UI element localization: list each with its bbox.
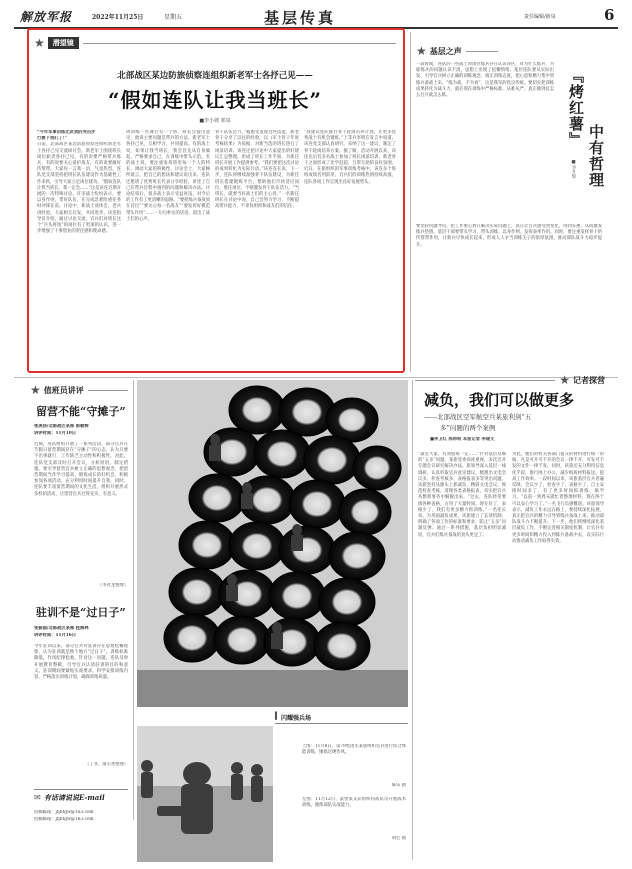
star-icon: ★ bbox=[559, 373, 570, 387]
featured-col1-lead2: 行赛下我们了!” bbox=[37, 136, 68, 142]
star-icon: ★ bbox=[30, 383, 41, 397]
tire-wall-illustration bbox=[137, 380, 408, 707]
reporter-subhead: ——北部战区空军航空兵某旅利剑“五 bbox=[424, 413, 532, 421]
star-icon: ★ bbox=[416, 44, 427, 58]
reporter-byline: ■李卫红 陈帅锐 本报记者 李建文 bbox=[430, 437, 495, 442]
grassroots-voice-bar bbox=[416, 44, 498, 58]
featured-kicker: 北部战区某边防旅侦察连组织新老军士各抒己见—— bbox=[117, 71, 313, 81]
forum-item2-sign: （丁亚、南宗尧整理） bbox=[85, 762, 128, 767]
star-icon: ★ bbox=[34, 36, 45, 50]
featured-col-3: 骨干队伍活力。”据悉受发现这些技能，新老骨干分享了以往的经验，以《军士骨干年度考核结果》为依据，对新当选的班长进行了岗前培训。该连还把讨论中大家提出的好建议汇总整理，形成了班长工作手册，为新任班长开展工作提供参考。“我们要把这次讨论的成果转化为实际行动。”该连连长说，下一步，连队将继续加强骨干队伍建设，为新任班长搭建锻炼平台，帮助他们尽快适应岗位、胜任岗位，不断激发骨干队伍活力。“当班长，就要当好战士们的主心骨。”一名新任班长在讨论中说，自己会努力学习，不断提高带兵能力，不辜负组织和战友们的信任。 bbox=[215, 130, 299, 210]
reporter-col-1: “最近大家，有效值班一定……”针对基层反映的“五多”问题，某旅党委高度重视，多次召开专题会议研究解决办法。旅领导深入基层一线调研，认真听取官兵意见建议，梳理出文电会议多、检查考核多、表格报表多等突出问题。该旅坚持从源头上抓减负，精简文电会议，规范检查考核，清理各类表格报表，切实把官兵从繁琐事务中解脱出来。“过去，连队经常要填各种表格，占用了大量时间。现在好了，表格少了，我们有更多精力抓训练。”一名连长说。为巩固减负成果，该旅建立了长效机制，明确了各项工作的标准和要求，防止“五多”问题反弹。通过一系列措施，基层负担明显减轻，官兵们练兵备战的劲头更足了。 bbox=[418, 452, 506, 538]
reporter-label: 记者探营 bbox=[573, 374, 605, 385]
forum-item1-sign: （李君龙整理） bbox=[97, 583, 128, 588]
featured-col1-body: 日前，北部战区某边防旅侦察连组织新老军士各抒己见交流研讨会。新老军士围绕班长岗位职责各抒己见，有的说要严格带兵练兵，有的说要关心爱护战友，有的说要做好传帮带。大家你一言我一语，气氛热烈。连队党支部坚持把班长队伍建设作为基础性工作来抓，引导大家立足岗位建功。“假如连队让我当班长，我一定会……”这是该连近期开展的一次特殊讨论。许多战士纷纷表示，要以身作则，带好队伍，在完成急难险重任务时冲锋在前。讨论中，新战士谈体会，老兵讲经验，大家相互启发，共同进步。该连指导员介绍，通过讨论交流，官兵们对班长这个“兵头将尾”的岗位有了更深的认识，进一步增强了干事创业的责任感和使命感。 bbox=[37, 142, 121, 235]
forum-bar bbox=[30, 383, 128, 397]
featured-byline: ■李小坡 邓泉 bbox=[199, 118, 231, 124]
grassroots-voice-label: 基层之声 bbox=[429, 45, 462, 56]
forum-item2-meta2: 讲评时间：11月16日 bbox=[34, 633, 77, 638]
masthead bbox=[14, 6, 618, 28]
page-number: 6 bbox=[604, 6, 615, 24]
column-divider bbox=[133, 380, 134, 820]
email-icon: ✉ bbox=[34, 793, 41, 802]
forum-item1-body: 近期，连队组织开展了一系列活动，部分官兵在节假日留营期间存在“守摊子”的心态，认为只要不出事就行，工作缺乏主动性和积极性。对此，连队党支部及时召开会议，分析原因，制定措施。要引导留营官兵树立正确的思想观念，把留营期间当作学习提高、锻炼成长的好机会，积极参加各项活动，充分利用时间提升自我。同时，连队要丰富留营期间的文化生活，组织开展形式多样的活动，让留营官兵过得充实、有意义。 bbox=[34, 442, 128, 497]
issue-weekday: 星期五 bbox=[164, 14, 183, 21]
email-label: 有话请说说E-mail bbox=[44, 793, 105, 802]
photo-caption-bar bbox=[275, 712, 408, 724]
featured-column-bar bbox=[34, 36, 396, 50]
flag-icon: ▍ bbox=[275, 712, 281, 720]
issue-date: 2022年11月25日 bbox=[92, 14, 144, 21]
featured-col-2: 周训练一些课目有一个班，班长会提出意见，他说主要问题是带兵的方法。新老军士各抒己见，互相学习，共同提高。有的战士说，如果让我当班长，我会首先从自身做起，严格要求自己，在训练中带头示范。有的战士说，要注重发挥班里每一个人的特长，调动大家的积极性。讨论会上，大家畅所欲言，把自己的想法和建议说出来。连队还邀请了优秀班长代表分享经验，讲述了自己在带兵过程中遇到的问题和解决办法。讨论结束后，很多战士表示受益匪浅，对今后的工作有了更清晰的思路。“要把练兵备战放在首位”“要关心每一名战友”“要发挥好模范带头作用”……一句句朴实的话语，道出了战士们的心声。 bbox=[126, 130, 210, 222]
side-author: ■李升辉 bbox=[571, 160, 576, 179]
forum-item1-meta: 张美扬/北部战区某部 郭朝辉 bbox=[34, 424, 89, 429]
featured-col1-lead: “今年军事训练比武我的突击步 bbox=[37, 130, 96, 135]
featured-col-4: “我建议连队推行骨干轮岗培养计划，让更多优秀战士有机会锻炼。”上等兵李明在发言中说道。该连党支部认真研究，采纳了这一建议，制定了骨干轮岗培养方案。据了解，活动开展以来，该连先后有多名战士参加了班长岗前培训，新老骨干之间形成了比学赶超、互帮互助的良好氛围。近日，在旅组织的军事训练考核中，该连多个班组成绩名列前茅，官兵们的训练热情持续高涨，连队各项工作呈现出良好发展势头。 bbox=[304, 130, 396, 185]
photo-caption-label: 闪耀强兵场 bbox=[281, 715, 312, 722]
side-title-vertical bbox=[562, 68, 606, 218]
side-title-2: 中有哲理 bbox=[587, 124, 605, 188]
photo-caption-1: 上图：11月8日，第79集团军某旅组织官兵进行综合体能训练，锤炼过硬作风。 bbox=[302, 744, 406, 756]
photo-caption-1-sign: 陈乐 摄 bbox=[391, 783, 406, 788]
side-title-1: 『烤红薯』 bbox=[567, 68, 585, 148]
photo-caption-2: 左图：11月12日，武警某支队组织特战队员开展战术训练，锤炼部队实战能力。 bbox=[302, 797, 406, 809]
reporter-subhead-2: 多”问题的两个案例 bbox=[440, 424, 496, 432]
forum-item2-title: 驻训不是“过日子” bbox=[36, 606, 126, 619]
soldiers-illustration bbox=[137, 726, 273, 862]
column-divider bbox=[410, 32, 411, 372]
grassroots-voice-body-2: 要坚持问题导向，把工作重心放在解决实际问题上，真正让官兵感受到变化、得到实惠，从而激发练兵热情。基层干部要带头学习、带头训练，以身作则，发挥表率作用。同时，要注重发挥骨干的传帮带作用，让新兵尽快成长起来，形成人人争当训练尖子的浓厚氛围，推动部队战斗力稳步提升。 bbox=[416, 224, 602, 248]
featured-col-1 bbox=[37, 130, 121, 366]
email-banner bbox=[34, 789, 128, 805]
training-photo-bottom bbox=[137, 726, 273, 862]
column-label-box: 潜望镜 bbox=[48, 37, 79, 49]
forum-item1-meta2: 讲评时间：11月10日 bbox=[34, 431, 77, 436]
featured-headline: “假如连队让我当班长” bbox=[107, 88, 322, 112]
section-title: 基层传真 bbox=[264, 9, 337, 27]
reporter-bar bbox=[415, 373, 605, 387]
forum-item2-meta: 张振国/北部战区某部 桂海林 bbox=[34, 626, 89, 631]
column-divider bbox=[412, 380, 413, 860]
grassroots-voice-body: 一段时间，连队的一些战士对岗位练兵存在认识误区，对为什么练兵、为谁练兵的问题认识不清，思想上出现了松懈情绪。基层连队要从实际出发，引导官兵树立正确的训练观念，端正训练态度，把心思和精力集中到练兵备战上来。“练为战，不为看”，这是我军的优良传统。要切实把训练成果转化为战斗力，就必须在训练中严格标准，从难从严，真正做到仗怎么打兵就怎么练。 bbox=[416, 62, 554, 99]
forum-item2-body: 今年驻训以来，部分官兵对驻训存在思想松懈现象，认为驻训就是换个地方“过日子”，训练标准降低，作风纪律松弛。针对这一问题，连队及时开展教育整顿，引导官兵认清驻训的目的和意义。驻训期间要紧贴实战要求，科学安排训练内容，严格落实训练计划，确保训练质量。 bbox=[34, 644, 128, 681]
email-line-1: 投稿邮箱：jfjbtgw@163.com bbox=[34, 810, 94, 815]
training-photo-top bbox=[137, 380, 408, 707]
newspaper-logo: 解放军报 bbox=[20, 10, 73, 24]
reporter-col-2: 为此，他们对机关各部门提交的材料进行统一审核，凡是可开可不开的会议一律不开，可发可不发的文件一律不发。同时，该旅还充分利用信息化手段，推行网上办公，减少纸质材料报送，提高工作效率。一段时间以来，该旅基层官兵普遍反映，会议少了，检查少了，表格少了，自主安排时间多了，有了更多时间抓训练、搞学习。“以前一到周末就忙着整理材料，现在终于可以安心学习了。”一名飞行员感慨道。该旅领导表示，减负工作永远在路上，要持续深化拓展，真正把官兵的精力引导到练兵备战上来，推动部队战斗力不断提升。下一步，他们将继续深化基层减负工作，不断完善相关制度机制，让官兵有更多时间和精力投入到练兵备战中去，以实际行动推动减负工作取得实效。 bbox=[512, 452, 604, 544]
email-line-2: 投稿邮箱：jfjbtgw@163.com bbox=[34, 817, 94, 822]
page-editor: 责任编辑/薛泉 bbox=[524, 14, 556, 20]
forum-label: 值班员讲评 bbox=[43, 384, 84, 395]
forum-item1-title: 留营不能“守摊子” bbox=[36, 405, 126, 418]
photo-caption-2-sign: 胡宏 摄 bbox=[391, 836, 406, 841]
reporter-headline: 减负，我们可以做更多 bbox=[424, 391, 575, 409]
